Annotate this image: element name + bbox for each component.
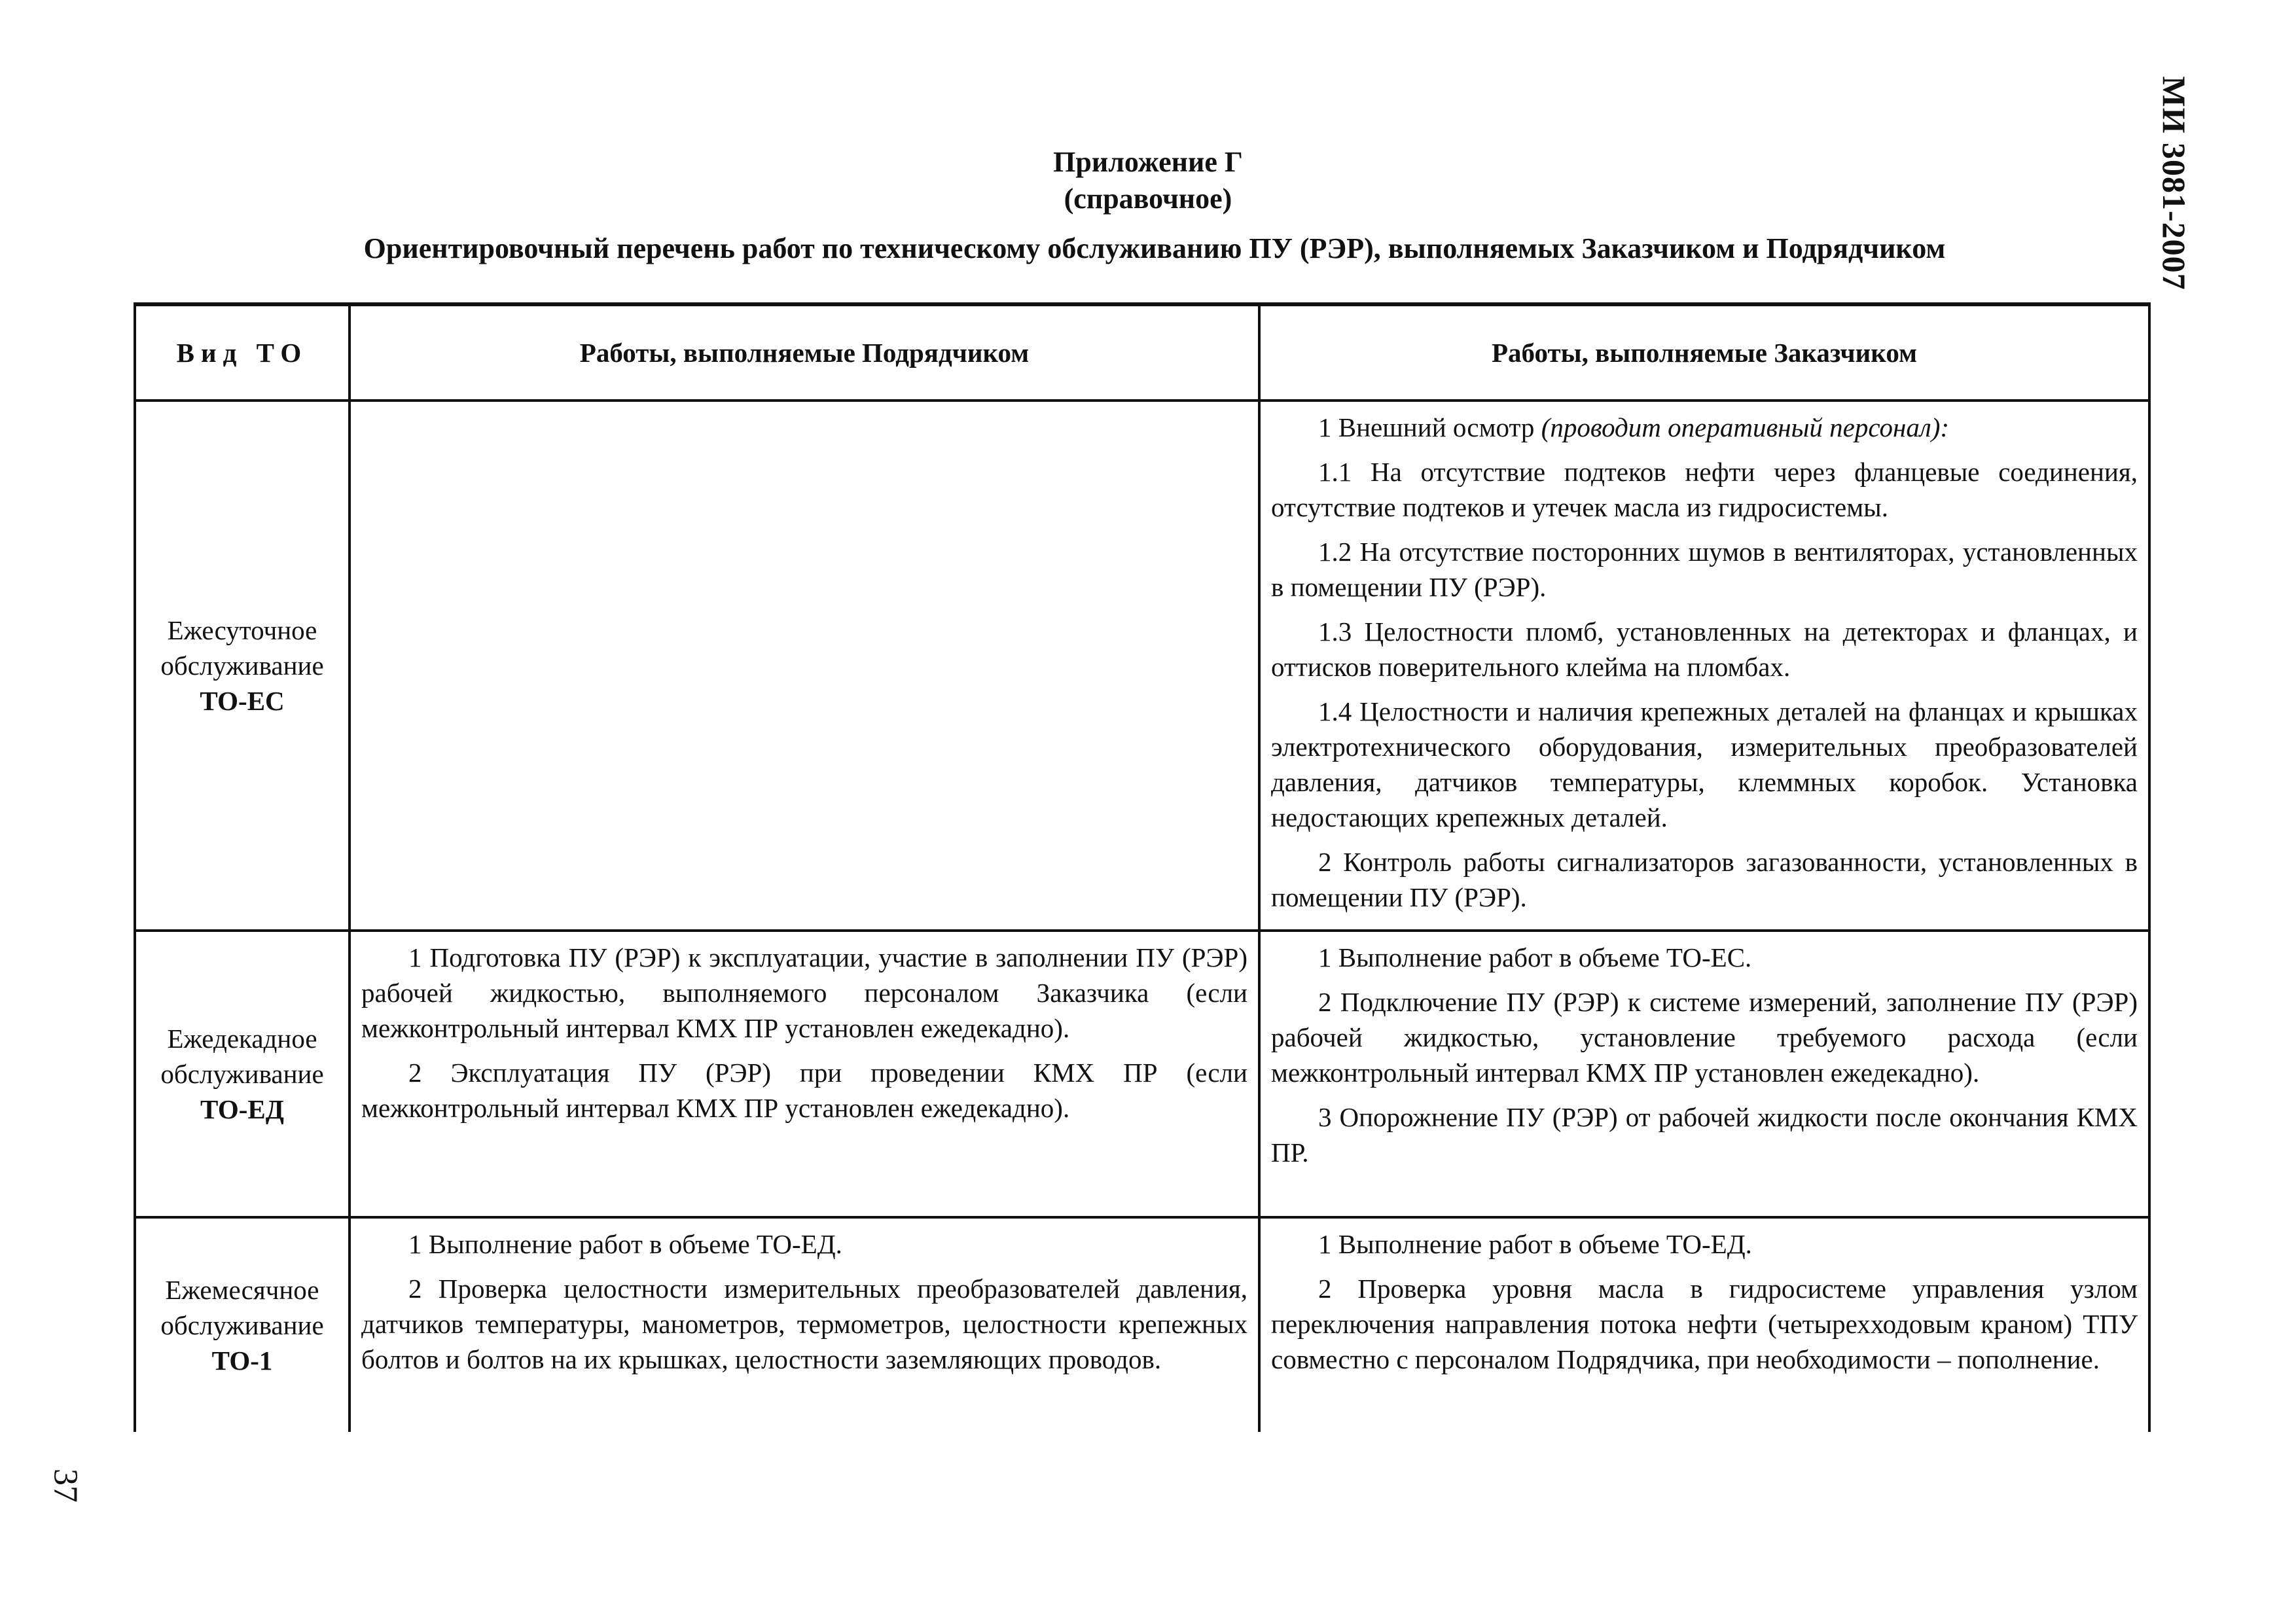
work-item-text: 1 Внешний осмотр <box>1318 412 1541 442</box>
work-item: 1.1 На отсутствие подтеков нефти через фланцевые соединения, отсутствие подтеков и утечек масла из гидросистемы. <box>1271 457 2138 522</box>
work-item: 3 Опорожнение ПУ (РЭР) от рабочей жидкости после окончания КМХ ПР. <box>1271 1102 2138 1168</box>
work-item: 2 Эксплуатация ПУ (РЭР) при проведении КМХ ПР (если межконтрольный интервал КМХ ПР установлен ежедекадно). <box>361 1058 1247 1123</box>
work-item: 1 Выполнение работ в объеме ТО-ЕД. <box>408 1229 842 1259</box>
work-item: 1 Выполнение работ в объеме ТО-ЕС. <box>1318 942 1752 972</box>
table-row <box>135 1217 2149 1432</box>
kind-name: Ежемесячное обслуживание <box>160 1275 324 1340</box>
contractor-cell <box>350 931 1259 1217</box>
table-row <box>135 931 2149 1217</box>
work-item <box>1271 410 2138 445</box>
appendix-subtitle: (справочное) <box>1064 183 1232 215</box>
work-item: 1.4 Целостности и наличия крепежных деталей на фланцах и крышках электротехнического оборудования, измерительных преобразователей давления, датчиков температуры, клеммных коробок. Установка недостающих крепежных деталей. <box>1271 696 2138 832</box>
page-number <box>39 1446 92 1525</box>
header-contractor: Работы, выполняемые Подрядчиком <box>350 304 1259 401</box>
work-item: 1.3 Целостности пломб, установленных на детекторах и фланцах, и оттисков поверительного клейма на пломбах. <box>1271 616 2138 682</box>
header-kind: Вид ТО <box>135 304 350 401</box>
work-item: 2 Подключение ПУ (РЭР) к системе измерений, заполнение ПУ (РЭР) рабочей жидкостью, установление требуемого расхода (если межконтрольный интервал КМХ ПР установлен ежедекадно). <box>1271 987 2138 1088</box>
work-item: 2 Контроль работы сигнализаторов загазованности, установленных в помещении ПУ (РЭР). <box>1271 847 2138 912</box>
customer-cell <box>1259 401 2149 931</box>
kind-cell <box>135 401 350 931</box>
page-number-text: 37 <box>46 1469 84 1503</box>
main-title: Ориентировочный перечень работ по техническому обслуживанию ПУ (РЭР), выполняемых Заказчиком и Подрядчиком <box>363 232 1946 264</box>
kind-cell <box>135 931 350 1217</box>
work-item: 2 Проверка уровня масла в гидросистеме управления узлом переключения направления потока нефти (четырехходовым краном) ТПУ совместно с персоналом Подрядчика, при необходимости – пополнение. <box>1271 1274 2138 1374</box>
kind-name: Ежедекадное обслуживание <box>160 1024 324 1089</box>
contractor-cell <box>350 1217 1259 1432</box>
kind-code: ТО-ЕД <box>200 1094 284 1124</box>
header-customer: Работы, выполняемые Заказчиком <box>1259 304 2149 401</box>
kind-code: ТО-1 <box>211 1346 273 1376</box>
work-item: 1.2 На отсутствие посторонних шумов в вентиляторах, установленных в помещении ПУ (РЭР). <box>1271 537 2138 602</box>
maintenance-table <box>134 302 2151 1432</box>
document-code-text: МИ 3081-2007 <box>2156 76 2193 291</box>
kind-name: Ежесуточное обслуживание <box>160 615 324 681</box>
work-item: 2 Проверка целостности измерительных преобразователей давления, датчиков температуры, манометров, термометров, целостности крепежных болтов и болтов на их крышках, целостности заземляющих проводов. <box>361 1274 1247 1374</box>
work-item: 1 Выполнение работ в объеме ТО-ЕД. <box>1318 1229 1752 1259</box>
table-header-row <box>135 304 2149 401</box>
customer-cell <box>1259 1217 2149 1432</box>
kind-cell <box>135 1217 350 1432</box>
work-item: 1 Подготовка ПУ (РЭР) к эксплуатации, участие в заполнении ПУ (РЭР) рабочей жидкостью, выполняемого персоналом Заказчика (если межконтрольный интервал КМХ ПР установлен ежедекадно). <box>361 942 1247 1043</box>
table-row <box>135 401 2149 931</box>
kind-code: ТО-ЕС <box>200 686 285 716</box>
customer-cell <box>1259 931 2149 1217</box>
work-item-note: (проводит оперативный персонал): <box>1541 412 1950 442</box>
contractor-cell <box>350 401 1259 931</box>
appendix-title: Приложение Г <box>1053 146 1243 178</box>
